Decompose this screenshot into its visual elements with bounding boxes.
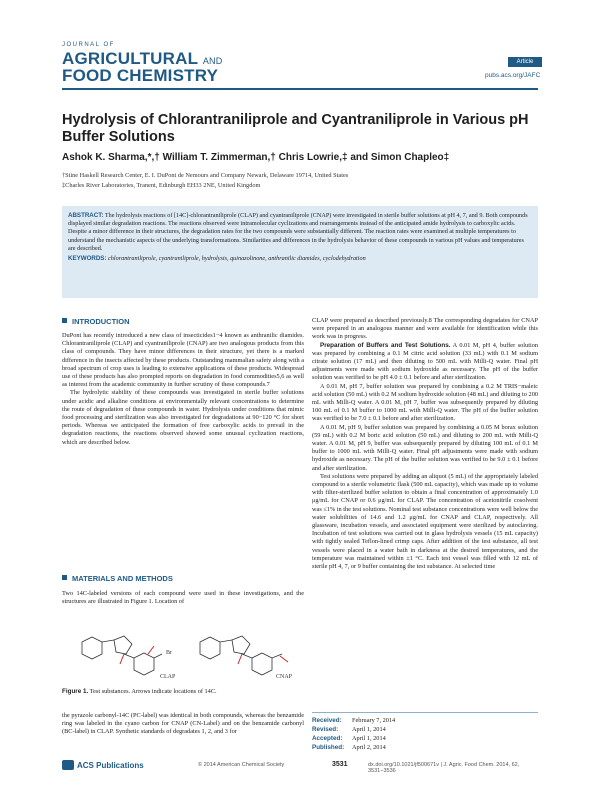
left-column-bottom-paragraph: the pyrazole carbonyl-14C (PC-label) was identical in both compounds, whereas the benzamide ring was labeled in the cyano carbon for CNAP (CN-Label) and on the benzamide carbonyl (BC-label) in CLAP. Synthetic standards of degradates 1, 2, and 3 for [62, 712, 304, 736]
article-dates [312, 712, 538, 752]
methods-heading: MATERIALS AND METHODS [62, 574, 173, 583]
journal-name-agricultural: AGRICULTURAL [62, 49, 198, 68]
keywords-value: chlorantraniliprole, cyantraniliprole, hydrolysis, quinazolinone, anthranilic diamides, cyclodehydration [108, 255, 366, 263]
masthead-divider [62, 88, 538, 90]
intro-paragraph-1: DuPont has recently introduced a new class of insecticides1−4 known as anthranilic diamides. Chlorantraniliprole (CLAP) and cyantraniliprole (CNAP) are two analogous products from this class of compounds. They have minor differences in their structure, yet there is a marked difference in the insects affected by these products. Outstanding mammalian safety along with a broad spectrum of crop uses is leading to extensive applications of these products. Widespread use of these products has also prompted reports on degradation in food commodities5,6 as well as interest from the academic community in further scrutiny of these compounds.7 [62, 332, 304, 389]
clap-structure [82, 636, 162, 675]
clap-label-arrows [120, 646, 154, 664]
keywords [68, 255, 532, 263]
abstract-label: ABSTRACT: [68, 212, 104, 219]
date-accepted: Accepted: April 1, 2014 [312, 735, 386, 742]
section-square-icon [62, 575, 67, 580]
doi-citation-link[interactable]: dx.doi.org/10.1021/jf500671v | J. Agric. Food Chem. 2014, 62, 3531−3536 [368, 762, 520, 774]
page-number: 3531 [332, 761, 348, 768]
right-paragraph-5: Test solutions were prepared by adding an aliquot (5 mL) of the appropriately labeled compound to a sterile volumetric flask (500 mL capacity), which was made up to volume with filter-sterilized buffer solution to obtain a final concentration of approximately 1.0 μg/mL for CNAP or 0.6 μg/mL for CLAP. The concentration of acetonitrile cosolvent was ≤1% in the test solutions. Nominal test substance concentrations were well below the water solubilities of 14.6 and 1.2 μg/mL for CNAP and CLAP, respectively. All glassware, incubation vessels, and associated equipment were sterilized by autoclaving. Incubation of test solutions was carried out in glass hydrolysis vessels (15 mL capacity) with tightly sealed Teflon-lined crimp caps. After addition of the test substance, all test vessels were placed in a water bath in darkness at the desired temperatures, and the temperature was maintained within ±1 °C. Each test vessel was filled with 12 mL of sterile pH 4, 7, or 9 buffer containing the test substance. At selected time [312, 472, 538, 571]
right-paragraph-2: Preparation of Buffers and Test Solutions. A 0.01 M, pH 4, buffer solution was prepared by combining a 0.1 M citric acid solution (33 mL) with 0.1 M sodium citrate solution (17 mL) and then diluting to 500 mL with Milli-Q water. Final pH adjustments were made with sodium hydroxide as necessary. The pH of the buffer solution was verified to be pH 4.0 ± 0.1 before and after sterilization. [312, 341, 538, 382]
right-column [312, 317, 538, 571]
fig-br-label: Br [166, 650, 172, 656]
figure-1-structures [62, 632, 304, 682]
journal-name-line2: FOOD CHEMISTRY [62, 66, 219, 85]
date-revised: Revised: April 1, 2014 [312, 726, 386, 733]
methods-paragraph-1: Two 14C-labeled versions of each compound were used in these investigations, and the structures are illustrated in Figure 1. Location of [62, 590, 304, 606]
intro-heading: INTRODUCTION [62, 317, 130, 326]
right-paragraph-1: CLAP were prepared as described previously.8 The corresponding degradates for CNAP were prepared in an analogous manner and were available for identification while this work was in progress. [312, 317, 538, 341]
right-paragraph-4: A 0.01 M, pH 9, buffer solution was prepared by combining a 0.05 M borax solution (59 mL) with 0.2 M boric acid solution (50 mL) and diluting to 200 mL with Milli-Q water. A 0.01 M, pH 9, buffer was subsequently prepared by diluting 100 mL of 0.1 M buffer to 1000 mL with Milli-Q water. Final pH adjustments were made with sodium hydroxide as necessary. The pH of the buffer solution was verified to be 9.0 ± 0.1 before and after sterilization. [312, 423, 538, 472]
abstract-box [62, 206, 538, 298]
acs-publications-logo[interactable]: ACS Publications [62, 760, 144, 770]
page-footer [62, 758, 538, 774]
abstract-text: The hydrolysis reactions of [14C]-chlorantraniliprole (CLAP) and cyantraniliprole (CNAP) were investigated in sterile buffer solutions at pH 4, 7, and 9. Both compounds displayed similar degradation reactions. The reactions observed were intramolecular cyclizations and rearrangements instead of the anticipated amide hydrolysis to carboxylic acids. Despite a minor difference in their structures, the degradation rates for the two compounds were substantially different. The reaction rates were examined at multiple temperatures to understand the mechanistic aspects of the underlying transformations. Similarities and differences in the hydrolysis behavior of these compounds in various pH values and temperatures are described. [68, 212, 528, 252]
figure-1-caption: Figure 1. Test substances. Arrows indicate locations of 14C. [62, 688, 217, 695]
fig-clap-label: CLAP [160, 674, 176, 680]
article-type-badge: Article [508, 57, 542, 67]
journal-url-link[interactable]: pubs.acs.org/JAFC [485, 72, 541, 79]
right-paragraph-3: A 0.01 M, pH 7, buffer solution was prepared by combining a 0.2 M TRIS−maleic acid solution (50 mL) with 0.2 M sodium hydroxide solution (48 mL) and diluting to 200 mL with Milli-Q water. A 0.01 M, pH 7, buffer was subsequently prepared by diluting 100 mL of 0.1 M buffer to 1000 mL with Milli-Q water. The pH of the buffer solution was verified to be 7.0 ± 0.1 before and after sterilization. [312, 382, 538, 423]
section-square-icon [62, 318, 67, 323]
copyright: © 2014 American Chemical Society [198, 762, 285, 768]
affiliation-2: ‡Charles River Laboratories, Tranent, Edinburgh EH33 2NE, United Kingdom [62, 182, 261, 189]
date-received: Received: February 7, 2014 [312, 717, 396, 724]
article-title: Hydrolysis of Chlorantraniliprole and Cyantraniliprole in Various pH Buffer Solutions [62, 112, 529, 145]
left-column-intro [62, 332, 304, 447]
article-authors: Ashok K. Sharma,*,† William T. Zimmerman,† Chris Lowrie,‡ and Simon Chapleo‡ [62, 152, 450, 163]
fig-cnap-label: CNAP [276, 674, 293, 680]
keywords-label: KEYWORDS: [68, 255, 107, 263]
journal-name-and: AND [202, 56, 223, 66]
acs-logo-icon [62, 760, 74, 770]
affiliation-1: †Stine Haskell Research Center, E. I. DuPont de Nemours and Company Newark, Delaware 19714, United States [62, 172, 349, 179]
intro-paragraph-2: The hydrolytic stability of these compounds was investigated in sterile buffer solutions under acidic and alkaline conditions at environmentally relevant concentrations to determine the route of degradation of these compounds in water. Hydrolysis under conditions that mimic food processing and sterilization was also investigated for degradations at 90−120 °C for short periods. Whereas we anticipated the formation of free carboxylic acids to prevail in the degradation reactions, the reactions observed showed some unusual cyclization reactions, which are described below. [62, 389, 304, 446]
journal-of-label: JOURNAL OF [62, 42, 115, 48]
date-published: Published: April 2, 2014 [312, 744, 386, 751]
